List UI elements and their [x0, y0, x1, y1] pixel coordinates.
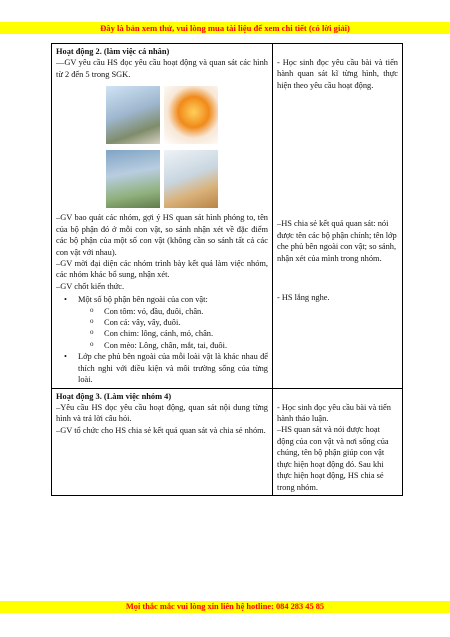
knowledge-summary-label: –GV chốt kiến thức.	[56, 281, 125, 291]
list-item: • Lớp che phủ bên ngoài của mỗi loài vật là khác nhau để thích nghi với điều kiện và môi trường sống của từng loài.	[78, 351, 268, 385]
group-presentation-paragraph: –GV mời đại diện các nhóm trình bày kết quả làm việc nhóm, các nhóm khác bổ sung, nhận xét.	[56, 258, 268, 280]
lesson-table	[51, 43, 403, 496]
bird-image	[106, 150, 160, 208]
student-listen: - HS lắng nghe.	[277, 292, 330, 302]
hotline-banner: Mọi thắc mắc vui lòng xin liên hệ hotline: 084 283 45 85	[0, 601, 450, 613]
student-column-activity-3	[273, 388, 403, 495]
sub-list-item: o Con mèo: Lông, chân, mắt, tai, đuôi.	[104, 340, 268, 351]
activity-2-heading: Hoạt động 2. (làm việc cá nhân)	[56, 47, 170, 56]
sub-list-item: o Con tôm: vỏ, đầu, đuôi, chân.	[104, 306, 268, 317]
image-row-2	[56, 150, 268, 208]
student-intro: - Học sinh đọc yêu cầu bài và tiến hành quan sát kĩ từng hình, thực hiện theo yêu cầu hoạt động.	[277, 58, 398, 90]
sub-list-item: o Con cá: vây, vây, đuôi.	[104, 317, 268, 328]
body-parts-sublist	[78, 306, 268, 352]
student-share-paragraph: –HS chia sẻ kết quả quan sát: nói được tên các bộ phận chính; tên lớp che phủ bên ngoài con vật; so sánh, nhận xét của mình trong nhóm.	[277, 219, 397, 263]
list-item-text: Một số bộ phận bên ngoài của con vật:	[78, 295, 208, 305]
activity-3-instruction: –Yêu cầu HS đọc yêu cầu hoạt động, quan sát nội dung từng hình và trả lời câu hỏi.	[56, 403, 268, 424]
teacher-column-activity-2	[52, 44, 273, 389]
student-activity-3-observe: –HS quan sát và nói được hoạt động của con vật và nơi sống của chúng, tên bộ phận giúp con vật thực hiện hoạt động đó. Sau khi thực hiện hoạt động, HS chia sẻ trong nhóm.	[277, 425, 389, 492]
shrimp-image	[106, 86, 160, 144]
activity-3-share: –GV tổ chức cho HS chia sẻ kết quả quan sát và chia sẻ nhóm.	[56, 425, 266, 435]
activity-3-heading: Hoạt động 3. (Làm việc nhóm 4)	[56, 391, 172, 401]
student-column-activity-2	[273, 44, 403, 389]
list-item	[78, 294, 268, 351]
table-row	[52, 44, 403, 389]
knowledge-list	[56, 294, 268, 385]
goldfish-image	[164, 86, 218, 144]
cat-image	[164, 150, 218, 208]
student-activity-3-read: - Học sinh đọc yêu cầu bài và tiến hành thảo luận.	[277, 402, 391, 424]
teacher-column-activity-3	[52, 388, 273, 495]
sub-list-item: o Con chim: lông, cánh, mỏ, chân.	[104, 328, 268, 339]
table-row	[52, 388, 403, 495]
teacher-guidance-paragraph: –GV bao quát các nhóm, gợi ý HS quan sát hình phóng to, tên của bộ phận đó ở mỗi con vật, so sánh nhận xét về đặc điểm các bộ phận của một số con vật (không cần so sánh tất cả các con vật với nhau).	[56, 213, 268, 257]
image-row-1	[56, 86, 268, 144]
preview-banner: Đây là bản xem thử, vui lòng mua tài liệu để xem chi tiết (có lời giải)	[0, 22, 450, 34]
activity-2-intro: —GV yêu cầu HS đọc yêu cầu hoạt động và quan sát các hình từ 2 đến 5 trong SGK.	[56, 58, 268, 79]
